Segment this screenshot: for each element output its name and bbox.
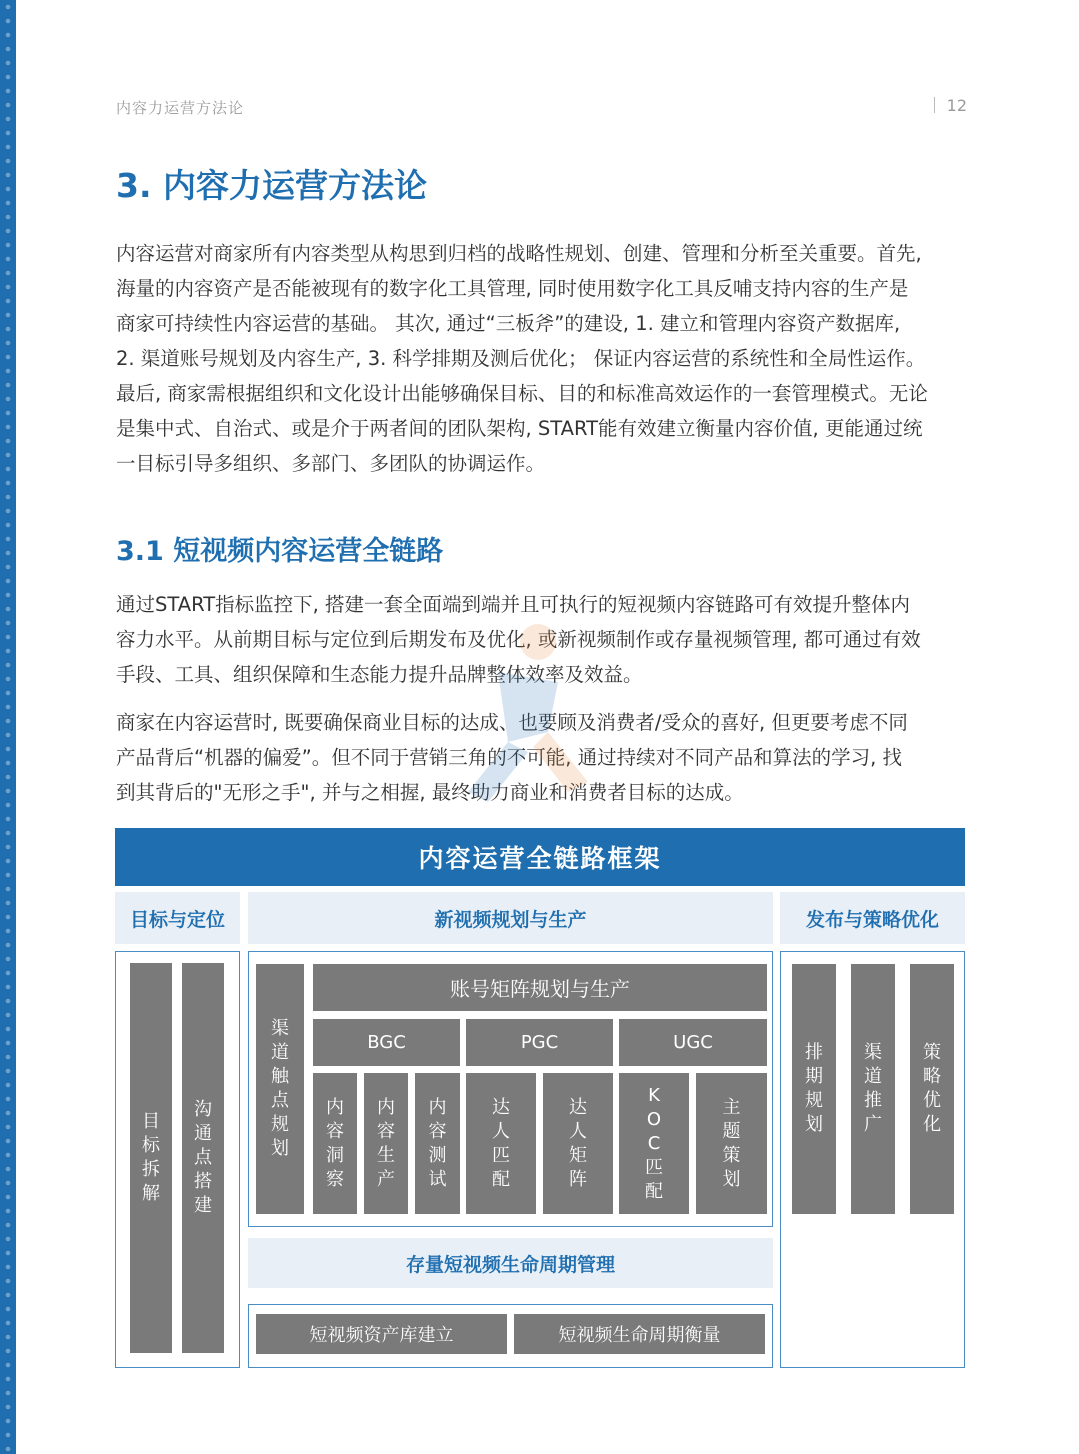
publish-box-1: [792, 964, 836, 1214]
page-number: [934, 96, 967, 115]
side-decor-strip: [0, 0, 16, 1454]
vertical-char: 生: [377, 1144, 395, 1166]
vertical-char: 匹: [645, 1156, 663, 1178]
vertical-char: 人: [492, 1120, 510, 1142]
col-head-goal: 目标与定位: [115, 892, 240, 944]
intro-line: 内容运营对商家所有内容类型从构思到归档的战略性规划、创建、管理和分析至关重要。首先,: [116, 242, 922, 265]
vertical-char: 优: [923, 1090, 941, 1111]
side-dots: [3, 0, 13, 1454]
vertical-char: 题: [722, 1120, 741, 1142]
vertical-char: 划: [722, 1168, 741, 1190]
vertical-char: 主: [722, 1096, 741, 1118]
vertical-char: 配: [645, 1180, 663, 1202]
vertical-char: 容: [326, 1120, 344, 1142]
vertical-char: 达: [569, 1096, 587, 1118]
para2-line: 产品背后“机器的偏爱”。但不同于营销三角的不可能, 通过持续对不同产品和算法的学习, 找: [116, 746, 902, 769]
vertical-char: 阵: [569, 1168, 587, 1190]
vertical-char: 触: [271, 1066, 289, 1087]
vertical-char: 通: [194, 1123, 212, 1144]
page-number-value: 12: [946, 96, 967, 115]
page-title: 3. 内容力运营方法论: [116, 166, 427, 205]
vertical-char: 人: [569, 1120, 587, 1142]
bgc-item-1: [313, 1073, 357, 1214]
vertical-char: 策: [722, 1144, 741, 1166]
vertical-char: 广: [864, 1114, 882, 1135]
vertical-char: 规: [271, 1114, 289, 1135]
para1-line: 通过START指标监控下, 搭建一套全面端到端并且可执行的短视频内容链路可有效提升整体内: [116, 593, 911, 616]
para2-line: 到其背后的"无形之手", 并与之相握, 最终助力商业和消费者目标的达成。: [116, 781, 744, 804]
intro-line: 是集中式、自治式、或是介于两者间的团队架构, START能有效建立衡量内容价值, 更能通过统: [116, 417, 923, 440]
vertical-char: 道: [864, 1066, 882, 1087]
vertical-char: K: [648, 1084, 660, 1106]
mgmt-item-2: 短视频生命周期衡量: [514, 1314, 765, 1354]
bgc-item-2: [364, 1073, 408, 1214]
vertical-char: 产: [377, 1168, 395, 1190]
pgc-item-2: [543, 1073, 613, 1214]
vertical-char: 点: [271, 1090, 289, 1111]
vertical-char: 达: [492, 1096, 510, 1118]
vertical-char: 划: [271, 1138, 289, 1159]
section-title: 3.1 短视频内容运营全链路: [116, 536, 444, 567]
section-paragraph-1: [116, 587, 966, 692]
vertical-char: 化: [923, 1114, 941, 1135]
diagram-title: 内容运营全链路框架: [115, 828, 965, 886]
vertical-char: 试: [428, 1168, 447, 1190]
goal-box-1: [130, 963, 172, 1353]
vertical-char: 拆: [142, 1159, 160, 1180]
vertical-char: 容: [377, 1120, 395, 1142]
vertical-char: 沟: [194, 1099, 212, 1120]
vertical-char: 推: [864, 1090, 882, 1111]
vertical-char: O: [646, 1108, 662, 1130]
vertical-char: 渠: [864, 1042, 882, 1063]
gc-pgc: PGC: [466, 1019, 613, 1066]
goal-box-2: [182, 963, 224, 1353]
vertical-char: 搭: [194, 1171, 212, 1192]
vertical-char: 匹: [492, 1144, 510, 1166]
para1-line: 容力水平。从前期目标与定位到后期发布及优化, 或新视频制作或存量视频管理, 都可通过有效: [116, 628, 921, 651]
intro-line: 一目标引导多组织、多部门、多团队的协调运作。: [116, 452, 546, 475]
vertical-char: 道: [271, 1042, 289, 1063]
vertical-char: 规: [805, 1090, 823, 1111]
vertical-char: 内: [326, 1096, 344, 1118]
vertical-char: 期: [805, 1066, 823, 1087]
vertical-char: 标: [142, 1135, 160, 1156]
publish-box-3: [910, 964, 954, 1214]
vertical-char: 划: [805, 1114, 823, 1135]
vertical-char: 测: [428, 1144, 447, 1166]
pgc-item-1: [466, 1073, 536, 1214]
framework-diagram: [115, 828, 965, 1368]
vertical-char: 目: [142, 1111, 160, 1132]
intro-line: 海量的内容资产是否能被现有的数字化工具管理, 同时使用数字化工具反哺支持内容的生产是: [116, 277, 909, 300]
intro-line: 商家可持续性内容运营的基础。 其次, 通过“三板斧”的建设, 1. 建立和管理内容资产数据库,: [116, 312, 901, 335]
channel-box: [256, 964, 304, 1214]
bgc-item-3: [415, 1073, 460, 1214]
vertical-char: 察: [326, 1168, 344, 1190]
gc-ugc: UGC: [619, 1019, 767, 1066]
vertical-char: 排: [805, 1042, 823, 1063]
vertical-char: 容: [428, 1120, 447, 1142]
para2-line: 商家在内容运营时, 既要确保商业目标的达成、也要顾及消费者/受众的喜好, 但更要考虑不同: [116, 711, 908, 734]
vertical-char: 解: [142, 1183, 160, 1204]
para1-line: 手段、工具、组织保障和生态能力提升品牌整体效率及效益。: [116, 663, 643, 686]
publish-box-2: [851, 964, 895, 1214]
mgmt-head: 存量短视频生命周期管理: [248, 1238, 773, 1288]
vertical-char: 渠: [271, 1018, 289, 1039]
vertical-char: 内: [428, 1096, 447, 1118]
vertical-char: 内: [377, 1096, 395, 1118]
page-number-divider: [934, 97, 935, 113]
gc-bgc: BGC: [313, 1019, 460, 1066]
section-paragraph-2: [116, 705, 966, 810]
vertical-char: 建: [194, 1195, 212, 1216]
vertical-char: 矩: [569, 1144, 587, 1166]
mgmt-item-1: 短视频资产库建立: [256, 1314, 507, 1354]
intro-line: 最后, 商家需根据组织和文化设计出能够确保目标、目的和标准高效运作的一套管理模式。无论: [116, 382, 928, 405]
col-head-production: 新视频规划与生产: [248, 892, 773, 944]
intro-paragraph: [116, 236, 966, 481]
col-head-publish: 发布与策略优化: [780, 892, 965, 944]
vertical-char: 略: [923, 1066, 941, 1087]
ugc-item-2: [696, 1073, 767, 1214]
vertical-char: 配: [492, 1168, 510, 1190]
intro-line: 2. 渠道账号规划及内容生产, 3. 科学排期及测后优化； 保证内容运营的系统性和全局性运作。: [116, 347, 926, 370]
matrix-title-box: 账号矩阵规划与生产: [313, 964, 767, 1011]
vertical-char: 策: [923, 1042, 941, 1063]
ugc-item-1: [619, 1073, 689, 1214]
vertical-char: 点: [194, 1147, 212, 1168]
vertical-char: C: [647, 1132, 661, 1154]
running-head: 内容力运营方法论: [116, 99, 245, 117]
vertical-char: 洞: [326, 1144, 344, 1166]
